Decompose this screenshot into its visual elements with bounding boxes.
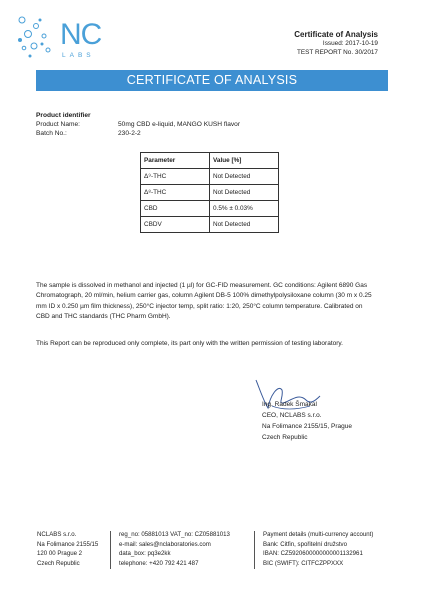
footer-contact [119, 530, 230, 568]
value-cell: Not Detected [210, 169, 279, 185]
certificate-banner: CERTIFICATE OF ANALYSIS [36, 70, 388, 91]
footer-line: telephone: +420 792 421 487 [119, 559, 199, 567]
footer-line: Bank: Citfin, spořitelní družstvo [263, 540, 347, 548]
column-header: Parameter [141, 153, 210, 169]
footer-line: data_box: pq3e2kk [119, 550, 171, 558]
footer-line: e-mail: sales@nclaboratories.com [119, 540, 211, 548]
footer-line: Czech Republic [37, 559, 80, 567]
footer-company [37, 530, 98, 568]
footer-payment [263, 530, 373, 568]
footer-divider [110, 531, 111, 569]
parameter-cell: CBDV [141, 217, 210, 233]
reproduction-note: This Report can be reproduced only complete, its part only with the written permission of testing laboratory. [36, 340, 343, 347]
method-paragraph: The sample is dissolved in methanol and injected (1 µl) for GC-FID measurement. GC conditions: Agilent 6890 Gas Chromatograph, 20 ml/min, helium carrier gas, column Agilent DB-5 100% dimethylpolysiloxane column (30 m x 0.25 mm ID x 0.250 µm film thickness), 250°C injector temp, split ratio: 1:20, 250°C column temperature. Calibrated on CBD and THC standards (THC Pharm GmbH). [36, 282, 372, 320]
table-row [141, 185, 279, 201]
signatory-block [262, 399, 352, 443]
footer-line: Payment details (multi-currency account) [263, 531, 374, 538]
footer-divider [254, 531, 255, 569]
issue-date: Issued: 2017-10-19 [322, 40, 378, 47]
document-title: Certificate of Analysis [294, 30, 378, 39]
value-cell: Not Detected [210, 217, 279, 233]
batch-value: 230-2-2 [118, 130, 141, 137]
molecule-dots-icon [14, 14, 60, 60]
batch-label: Batch No.: [36, 130, 67, 137]
footer-line: reg_no: 05881013 VAT_no: CZ05881013 [119, 531, 230, 538]
logo-wordmark: NC [60, 18, 102, 51]
document-header [294, 30, 378, 57]
logo-subtitle: LABS [62, 52, 95, 59]
signatory-name: Ing. Radek Šmakal [262, 401, 317, 408]
table-row [141, 169, 279, 185]
product-identifier [36, 111, 241, 138]
value-cell: Not Detected [210, 185, 279, 201]
product-name-label: Product Name: [36, 121, 80, 128]
table-row [141, 201, 279, 217]
parameter-cell: CBD [141, 201, 210, 217]
footer-line: IBAN: CZ5920600000000001132961 [263, 550, 363, 558]
company-logo [14, 14, 104, 60]
parameter-cell: Δ⁸-THC [141, 185, 210, 201]
table-row [141, 217, 279, 233]
footer-line: 120 00 Prague 2 [37, 550, 83, 558]
footer-line: NCLABS s.r.o. [37, 531, 77, 538]
signatory-title: CEO, NCLABS s.r.o. [262, 412, 322, 419]
signatory-country: Czech Republic [262, 434, 308, 441]
footer-line: BIC (SWIFT): CITFCZPPXXX [263, 559, 344, 567]
column-header: Value [%] [210, 153, 279, 169]
results-table [140, 152, 279, 233]
report-number: TEST REPORT No. 30/2017 [297, 48, 378, 56]
parameter-cell: Δ⁹-THC [141, 169, 210, 185]
table-header-row [141, 153, 279, 169]
signatory-address: Na Folimance 2155/15, Prague [262, 423, 352, 430]
product-name-value: 50mg CBD e-liquid, MANGO KUSH flavor [118, 121, 241, 128]
footer-line: Na Folimance 2155/15 [37, 540, 99, 548]
product-heading: Product identifier [36, 112, 91, 119]
value-cell: 0.5% ± 0.03% [210, 201, 279, 217]
